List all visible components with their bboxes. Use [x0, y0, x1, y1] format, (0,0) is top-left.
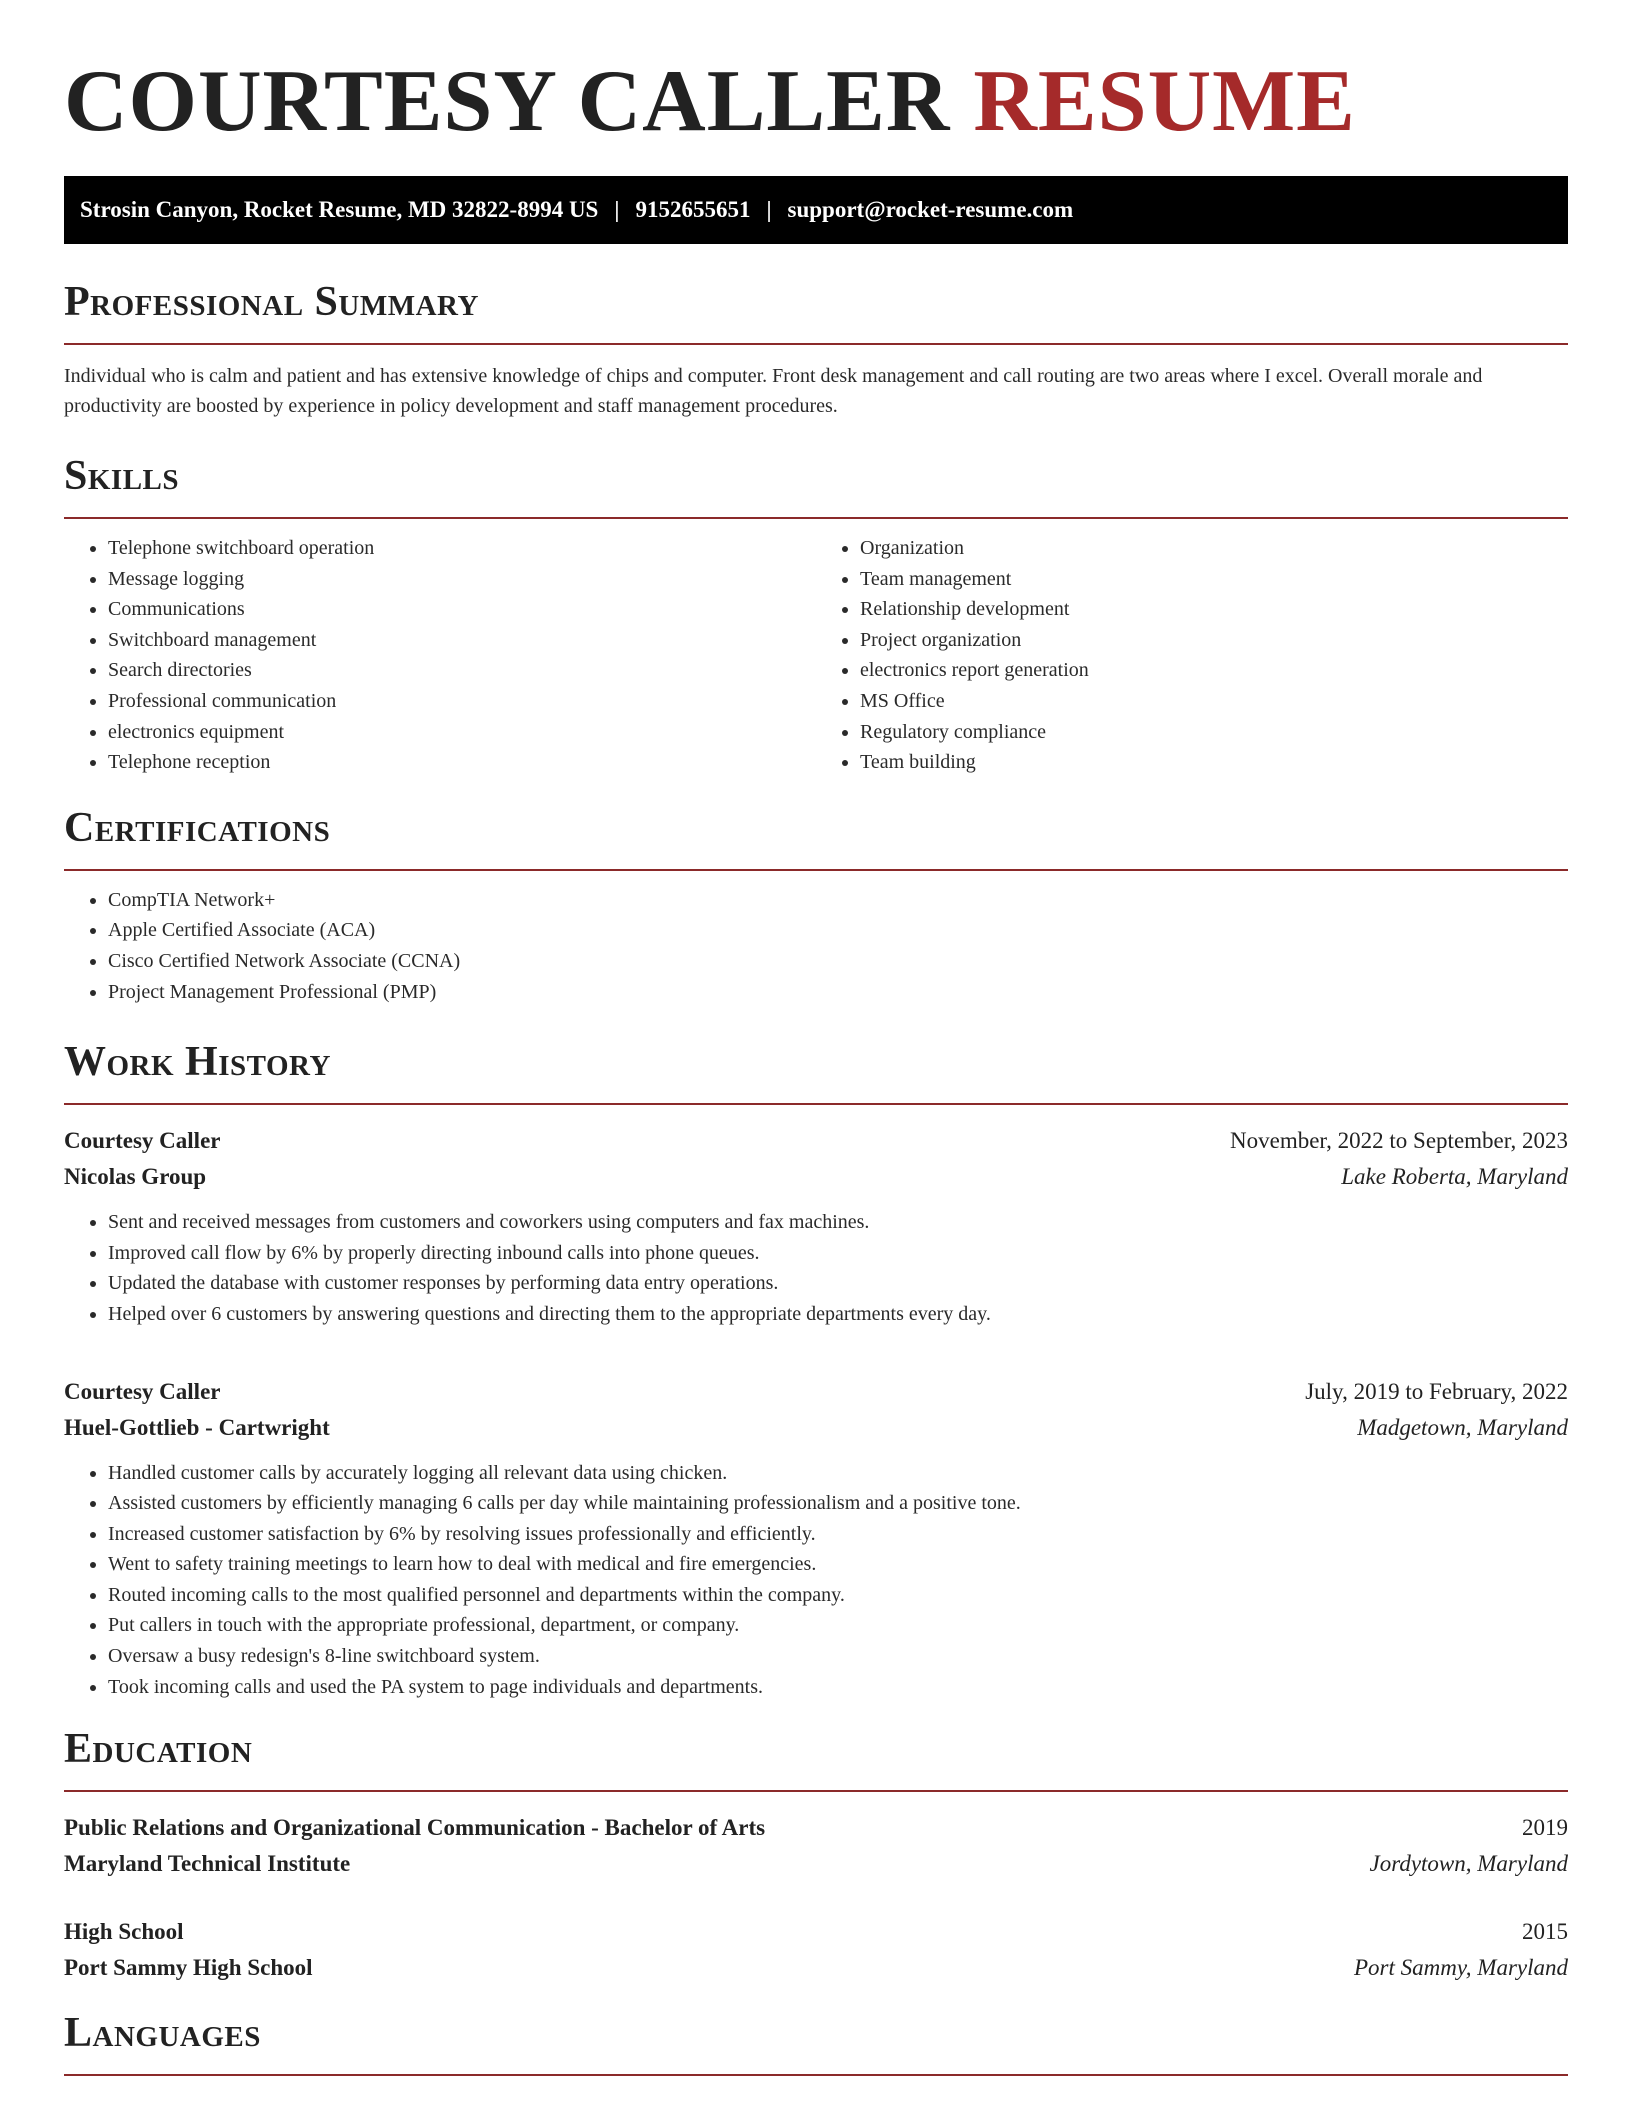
- certification-item: • CompTIA Network+: [108, 885, 1568, 916]
- skill-item: • MS Office: [860, 686, 1568, 717]
- skills-list-left: [64, 533, 816, 778]
- certifications-list: [64, 885, 1568, 1007]
- job-duties-list: [64, 1458, 1568, 1703]
- skill-item: • Regulatory compliance: [860, 717, 1568, 748]
- skills-heading: Skills: [64, 453, 180, 499]
- job-duty-item: • Assisted customers by efficiently managing 6 calls per day while maintaining professionalism and a positive tone.: [108, 1488, 1568, 1519]
- contact-separator: |: [614, 197, 620, 222]
- job-duty-item: • Improved call flow by 6% by properly directing inbound calls into phone queues.: [108, 1238, 1568, 1269]
- education-school: Port Sammy High School: [64, 1955, 313, 1981]
- education-year: 2015: [1522, 1919, 1568, 1945]
- education-school-row: [64, 1950, 1568, 1986]
- job-duty-item: • Updated the database with customer responses by performing data entry operations.: [108, 1268, 1568, 1299]
- work-history-section: [64, 1037, 1568, 1702]
- job-duty-item: • Put callers in touch with the appropriate professional, department, or company.: [108, 1610, 1568, 1641]
- education-year: 2019: [1522, 1815, 1568, 1841]
- job-duty-item: • Handled customer calls by accurately logging all relevant data using chicken.: [108, 1458, 1568, 1489]
- title-resume-word: RESUME: [973, 53, 1356, 150]
- contact-bar: [64, 176, 1568, 244]
- certification-item: • Apple Certified Associate (ACA): [108, 915, 1568, 946]
- job-duty-item: • Went to safety training meetings to learn how to deal with medical and fire emergencies.: [108, 1549, 1568, 1580]
- job-duty-item: • Routed incoming calls to the most qualified personnel and departments within the company.: [108, 1580, 1568, 1611]
- job-dates: November, 2022 to September, 2023: [1230, 1128, 1568, 1154]
- education-degree-row: [64, 1914, 1568, 1950]
- skills-column-left: [64, 533, 816, 778]
- section-divider: [64, 343, 1568, 345]
- job-header-row: [64, 1123, 1568, 1159]
- job-company-row: [64, 1410, 1568, 1446]
- title-name: COURTESY CALLER: [64, 53, 951, 150]
- languages-heading: Languages: [64, 2010, 261, 2057]
- skill-item: • Team building: [860, 747, 1568, 778]
- section-divider: [64, 517, 1568, 519]
- skill-item: • Organization: [860, 533, 1568, 564]
- job-entry: [64, 1374, 1568, 1703]
- section-divider: [64, 869, 1568, 871]
- job-duty-item: • Helped over 6 customers by answering questions and directing them to the appropriate departments every day.: [108, 1299, 1568, 1330]
- skill-item: • Switchboard management: [108, 625, 816, 656]
- contact-address: Strosin Canyon, Rocket Resume, MD 32822-8994 US: [80, 197, 599, 222]
- skills-columns: [64, 533, 1568, 778]
- education-section: [64, 1724, 1568, 1986]
- skill-item: • Communications: [108, 594, 816, 625]
- education-school: Maryland Technical Institute: [64, 1851, 351, 1877]
- job-company: Huel-Gottlieb - Cartwright: [64, 1414, 330, 1440]
- certifications-section: [64, 803, 1568, 1007]
- job-duty-item: • Sent and received messages from customers and coworkers using computers and fax machines.: [108, 1207, 1568, 1238]
- job-header-row: [64, 1374, 1568, 1410]
- contact-separator: |: [766, 197, 772, 222]
- job-company: Nicolas Group: [64, 1164, 207, 1190]
- job-duties-list: [64, 1207, 1568, 1329]
- skill-item: • Professional communication: [108, 686, 816, 717]
- job-location: Madgetown, Maryland: [1357, 1414, 1568, 1440]
- skill-item: • Telephone switchboard operation: [108, 533, 816, 564]
- summary-heading: Professional Summary: [64, 279, 479, 325]
- skill-item: • Relationship development: [860, 594, 1568, 625]
- summary-text: Individual who is calm and patient and has extensive knowledge of chips and computer. Front desk management and call routing are two areas where I excel. Overall morale and productivity are boosted by experience in policy development and staff management procedures.: [64, 365, 1483, 417]
- education-heading: Education: [64, 1726, 253, 1773]
- contact-phone: 9152655651: [635, 197, 751, 222]
- contact-email: support@rocket-resume.com: [787, 197, 1074, 222]
- education-location: Jordytown, Maryland: [1369, 1851, 1568, 1877]
- job-duty-item: • Increased customer satisfaction by 6% by resolving issues professionally and efficiently.: [108, 1519, 1568, 1550]
- job-duty-item: • Oversaw a busy redesign's 8-line switchboard system.: [108, 1641, 1568, 1672]
- certifications-heading: Certifications: [64, 804, 331, 851]
- skill-item: • electronics equipment: [108, 717, 816, 748]
- education-degree: Public Relations and Organizational Communication - Bachelor of Arts: [64, 1815, 766, 1841]
- skill-item: • electronics report generation: [860, 655, 1568, 686]
- section-divider: [64, 1103, 1568, 1105]
- education-degree: High School: [64, 1919, 184, 1945]
- skill-item: • Search directories: [108, 655, 816, 686]
- job-duty-item: • Took incoming calls and used the PA system to page individuals and departments.: [108, 1672, 1568, 1703]
- job-title: Courtesy Caller: [64, 1378, 221, 1404]
- languages-section: [64, 2008, 1568, 2076]
- education-school-row: [64, 1846, 1568, 1882]
- education-location: Port Sammy, Maryland: [1353, 1955, 1568, 1981]
- certification-item: • Project Management Professional (PMP): [108, 977, 1568, 1008]
- education-entry: [64, 1810, 1568, 1882]
- work-history-heading: Work History: [64, 1039, 331, 1086]
- job-dates: July, 2019 to February, 2022: [1305, 1378, 1568, 1404]
- skills-list-right: [816, 533, 1568, 778]
- skills-section: [64, 451, 1568, 778]
- skill-item: • Message logging: [108, 564, 816, 595]
- education-degree-row: [64, 1810, 1568, 1846]
- job-title: Courtesy Caller: [64, 1128, 221, 1154]
- skill-item: • Project organization: [860, 625, 1568, 656]
- section-divider: [64, 2074, 1568, 2076]
- skill-item: • Team management: [860, 564, 1568, 595]
- job-company-row: [64, 1159, 1568, 1195]
- education-entry: [64, 1914, 1568, 1986]
- certification-item: • Cisco Certified Network Associate (CCNA): [108, 946, 1568, 977]
- summary-section: [64, 277, 1568, 421]
- resume-title: [64, 0, 1568, 150]
- job-location: Lake Roberta, Maryland: [1341, 1164, 1568, 1190]
- section-divider: [64, 1790, 1568, 1792]
- skill-item: • Telephone reception: [108, 747, 816, 778]
- skills-column-right: [816, 533, 1568, 778]
- job-entry: [64, 1123, 1568, 1329]
